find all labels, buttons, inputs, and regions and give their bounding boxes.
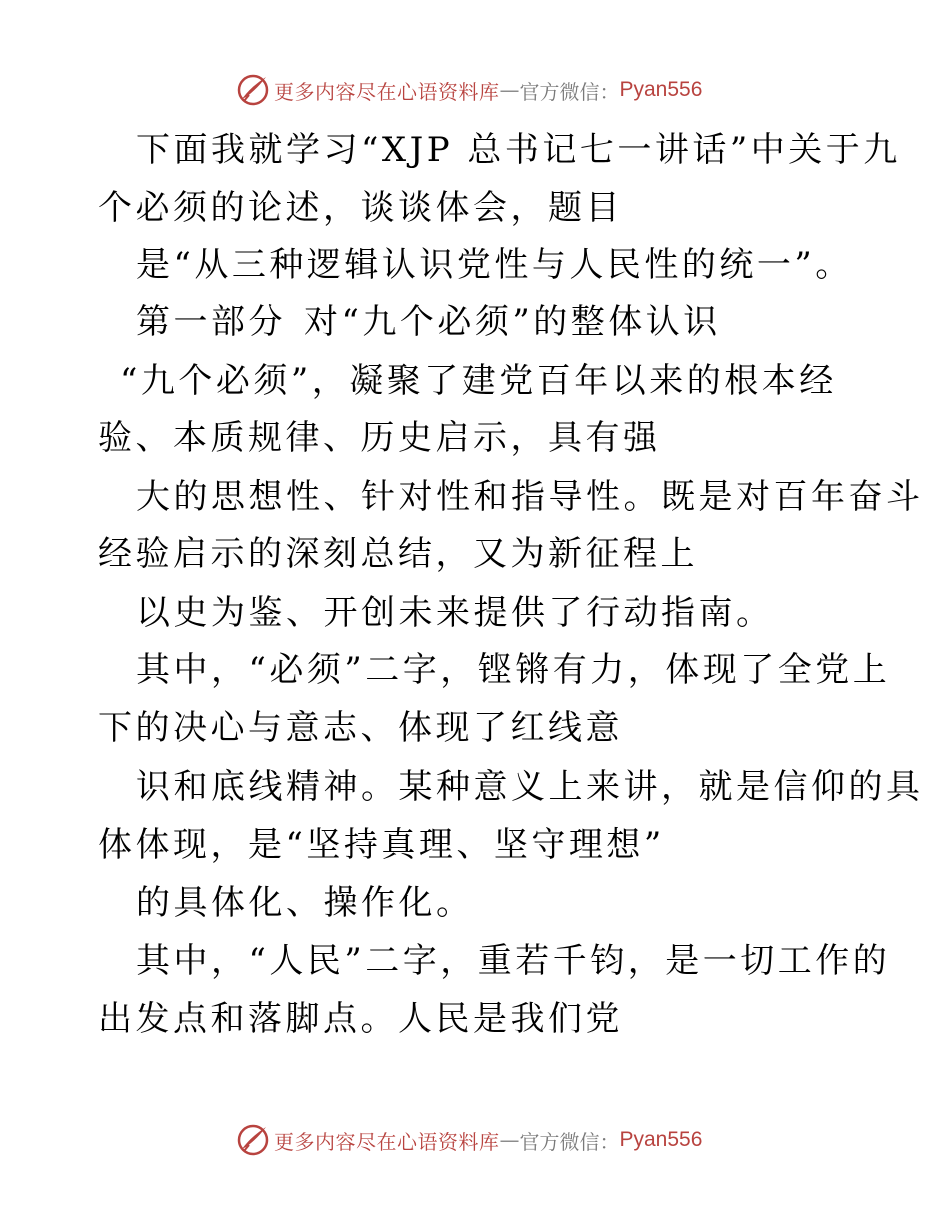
- text-line-15: 其中，“人民”二字，重若千钧，是一切工作的: [136, 941, 891, 981]
- text-line-16: 出发点和落脚点。人民是我们党: [98, 999, 623, 1039]
- banner-wechat-label: 官方微信：: [519, 79, 620, 104]
- footer-banner: [0, 1120, 950, 1160]
- banner-title: 更多内容尽在心语资料库: [274, 79, 500, 104]
- text-line-10: 其中，“必须”二字，铿锵有力，体现了全党上: [136, 650, 891, 690]
- text-line-8: 经验启示的深刻总结，又为新征程上: [98, 534, 698, 574]
- text-line-5: “九个必须”，凝聚了建党百年以来的根本经: [120, 361, 837, 401]
- text-line-6: 验、本质规律、历史启示，具有强: [98, 418, 661, 458]
- text-line-7: 大的思想性、针对性和指导性。既是对百年奋斗: [136, 477, 924, 517]
- banner-content: [236, 70, 702, 110]
- footer-banner-separator: —: [499, 1128, 520, 1152]
- footer-banner-content: [236, 1120, 702, 1160]
- section-number: 第一部分: [136, 302, 286, 342]
- banner-separator: —: [499, 78, 520, 102]
- footer-banner-wechat-id: Pyan556: [619, 1128, 703, 1151]
- text-line-2: 个必须的论述，谈谈体会，题目: [98, 188, 623, 228]
- text-line-12: 识和底线精神。某种意义上来讲，就是信仰的具: [136, 767, 924, 807]
- footer-banner-wechat-label: 官方微信：: [519, 1129, 620, 1154]
- quill-logo-icon: [236, 1123, 270, 1157]
- text-line-3: 是“从三种逻辑认识党性与人民性的统一”。: [136, 245, 853, 285]
- section-heading: [0, 297, 950, 347]
- text-line-14: 的具体化、操作化。: [136, 883, 474, 923]
- banner-wechat-id: Pyan556: [619, 78, 703, 101]
- text-line-1: 下面我就学习“XJP 总书记七一讲话”中关于九: [136, 130, 901, 170]
- text-line-11: 下的决心与意志、体现了红线意: [98, 708, 623, 748]
- header-banner: [0, 70, 950, 110]
- text-line-9: 以史为鉴、开创未来提供了行动指南。: [136, 593, 774, 633]
- text-line-13: 体体现，是“坚持真理、坚守理想”: [98, 825, 665, 865]
- quill-logo-icon: [236, 73, 270, 107]
- footer-banner-title: 更多内容尽在心语资料库: [274, 1129, 500, 1154]
- section-title: 对“九个必须”的整体认识: [304, 302, 721, 342]
